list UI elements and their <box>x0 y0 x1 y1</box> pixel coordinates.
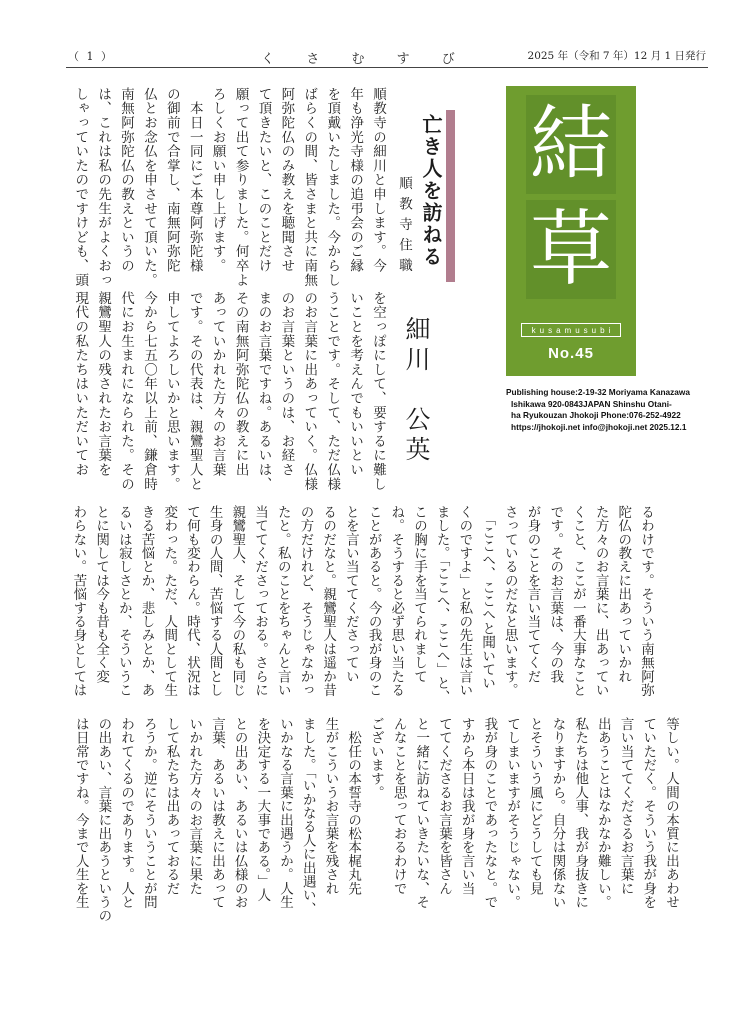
text-column: 等しい。人間の本質に出あわせ <box>663 717 679 909</box>
text-column: くこと、ここが一番大事なこと <box>569 505 586 697</box>
text-column: 出あうことはなかなか難しい。 <box>594 717 611 909</box>
text-column: いかなる言葉に出遇うか。人生 <box>277 717 294 909</box>
text-column: て何も変わらん。時代、状況は <box>183 505 200 697</box>
text-column: しゃっていたのですけども、頭 <box>72 87 89 288</box>
text-column: ててくださるお言葉を皆さん <box>435 717 452 896</box>
text-column: 我が身のことであったなと。で <box>481 717 498 909</box>
header-rule <box>66 67 708 68</box>
masthead-romaji: kusamusubi <box>521 323 622 337</box>
text-column: 親鸞聖人、そして今の私も同じ <box>229 505 246 697</box>
text-column: 当ててくださっておる。さらに <box>252 505 269 697</box>
text-column: は、これは私の先生がよくおっ <box>95 87 112 288</box>
text-column: の方だけれど、そうじゃなかっ <box>297 505 314 697</box>
text-column: てしまいますがそうじゃない。 <box>504 717 521 909</box>
text-column: 代にお生まれになられた。その <box>118 291 135 492</box>
text-column: 私たちは他人事、我が身抜きに <box>572 717 589 909</box>
text-column: の出あい、言葉に出あうというの <box>95 717 112 923</box>
masthead-kanji-bottom: 草 <box>526 200 616 299</box>
text-column: 陀仏の教えに出あっていかれ <box>615 505 632 684</box>
text-column: 変わった。ただ、人間として生 <box>161 505 178 697</box>
publisher-line: ha Ryukouzan Jhokoji Phone:076-252-4922 <box>511 410 681 420</box>
issue-number: No.45 <box>548 345 594 362</box>
issue-date: 2025 年（令和 7 年）12 月 1 日発行 <box>527 50 706 62</box>
text-column: くのですよ」と私の先生は言い <box>456 505 473 697</box>
text-column: 順教寺の細川と申します。今 <box>370 87 386 273</box>
text-column: 願って出て参りました。何卒よ <box>232 87 249 288</box>
text-column: まのお言葉ですね。あるいは、 <box>255 291 272 492</box>
text-column: あっていかれた方々のお言葉 <box>209 291 226 477</box>
text-column: た方々のお言葉に、出あってい <box>592 505 609 697</box>
text-column: るわけです。そういう南無阿弥 <box>638 505 654 697</box>
text-column: して私たちは出あっておるだ <box>163 717 180 896</box>
text-column: ました。「いかなる人に出遇い、 <box>299 717 316 916</box>
text-column: との出あい、あるいは仏様のお <box>231 717 248 909</box>
article-text-top-band-2 <box>68 291 389 497</box>
article-subtitle: 順教寺住職 <box>396 176 412 279</box>
text-column: 現代の私たちはいただいてお <box>72 291 89 477</box>
text-column: とそういう風にどうしても見 <box>526 717 543 896</box>
text-column: ことがあると。今の我が身のこ <box>365 505 382 697</box>
masthead-logo <box>506 86 636 376</box>
text-column: たと。私のことをちゃんと言い <box>274 505 291 697</box>
text-column: 阿弥陀仏のみ教えを聴聞させ <box>278 87 295 273</box>
text-column: です。そのお言葉は、今の我 <box>547 505 564 684</box>
text-column: は日常ですね。今まで人生を生 <box>72 717 89 909</box>
text-column: の御前で合掌し、南無阿弥陀 <box>163 87 180 273</box>
text-column: のお言葉に出あっていく。仏様 <box>301 291 318 492</box>
text-column: 申してよろしいかと思います。 <box>163 291 180 492</box>
text-column: とを言い当ててくださってい <box>342 505 359 684</box>
text-column: ございます。 <box>367 717 384 800</box>
text-column: この胸に手を当てられまして <box>410 505 427 684</box>
text-column: のお言葉というのは、お経さ <box>278 291 295 477</box>
text-column: ていただく。そういう我が身を <box>640 717 657 909</box>
text-column: 南無阿弥陀仏の教えというの <box>118 87 135 273</box>
text-column: 今から七五〇年以上前、鎌倉時 <box>140 291 157 492</box>
text-column: 仏とお念仏を申させて頂いた。 <box>140 87 157 288</box>
text-column: すから本日は我が身を言い当 <box>458 717 475 896</box>
publisher-line: Publishing house:2-19-32 Moriyama Kanazawa <box>506 387 690 397</box>
text-column: ろしくお願い申し上げます。 <box>209 87 226 273</box>
text-column: きる苦悩とか、悲しみとか、あ <box>138 505 155 697</box>
text-column: 「ここへ、ここへと聞いてい <box>479 505 496 691</box>
newsletter-name-header: く さ む す び <box>261 52 469 67</box>
text-column: 言葉、あるいは教えに出あって <box>208 717 225 909</box>
title-accent-bar <box>446 110 455 282</box>
text-column: 生身の人間、苦悩する人間とし <box>206 505 223 697</box>
text-column: いかれた方々のお言葉に果た <box>186 717 203 896</box>
text-column: るいは寂しさとか、そういうこ <box>115 505 132 697</box>
text-column: が身のことを言い当ててくだ <box>524 505 541 684</box>
text-column: を頂戴いたしました。今からし <box>324 87 341 288</box>
text-column: ね。そうすると必ず思い当たる <box>388 505 405 697</box>
text-column: と一緒に訪ねていきたいな、そ <box>413 717 430 909</box>
text-column: ました。「ここへ、ここへ」と、 <box>433 505 450 704</box>
text-column: ばらくの間、皆さまと共に南無 <box>301 87 318 288</box>
text-column: 年も浄光寺様の追弔会のご縁 <box>347 87 364 273</box>
article-text-top-band-1 <box>68 87 389 287</box>
text-column: を決定する一大事である。」人 <box>254 717 271 903</box>
article-title: 亡き人を訪ねる <box>419 114 443 268</box>
text-column: 松任の本誓寺の松本梶丸先 <box>345 717 362 896</box>
page-number: （ 1 ） <box>68 50 114 63</box>
publisher-line: https://jhokoji.net info@jhokoji.net 2025.12.1 <box>511 421 687 432</box>
text-column: うことです。そして、ただ仏様 <box>324 291 341 492</box>
text-column: その南無阿弥陀仏の教えに出 <box>232 291 249 477</box>
article-text-bottom-band-1 <box>67 505 657 703</box>
article-author: 細川 公英 <box>402 316 431 466</box>
text-column: われてくるのであります。人と <box>118 717 135 909</box>
text-column: 本日一同にご本尊阿弥陀様 <box>186 87 203 273</box>
text-column: て頂きたいと、このことだけ <box>255 87 272 273</box>
text-column: んなことを思っておるわけで <box>390 717 407 896</box>
text-column: るのだなと。親鸞聖人は遥か昔 <box>320 505 337 697</box>
article-text-bottom-band-2 <box>67 717 682 925</box>
text-column: わらない。苦悩する身としては <box>70 505 87 697</box>
text-column: を空っぽにして、要するに難し <box>370 291 386 492</box>
text-column: さっているのだなと思います。 <box>501 505 518 697</box>
text-column: 親鸞聖人の残されたお言葉を <box>95 291 112 477</box>
text-column: 生がこういうお言葉を残され <box>322 717 339 896</box>
publisher-line: Ishikawa 920-0843JAPAN Shinshu Otani- <box>511 398 672 409</box>
text-column: です。その代表は、親鸞聖人と <box>186 291 203 492</box>
publisher-info <box>506 387 690 433</box>
text-column: 言い当ててくださるお言葉に <box>617 717 634 896</box>
masthead-kanji-top: 結 <box>526 95 616 194</box>
text-column: いことを考えんでもいいとい <box>347 291 364 477</box>
text-column: なりますから。自分は関係ない <box>549 717 566 909</box>
text-column: とに関しては今も昔も全く変 <box>93 505 110 684</box>
text-column: ろうか。逆にそういうことが問 <box>140 717 157 909</box>
